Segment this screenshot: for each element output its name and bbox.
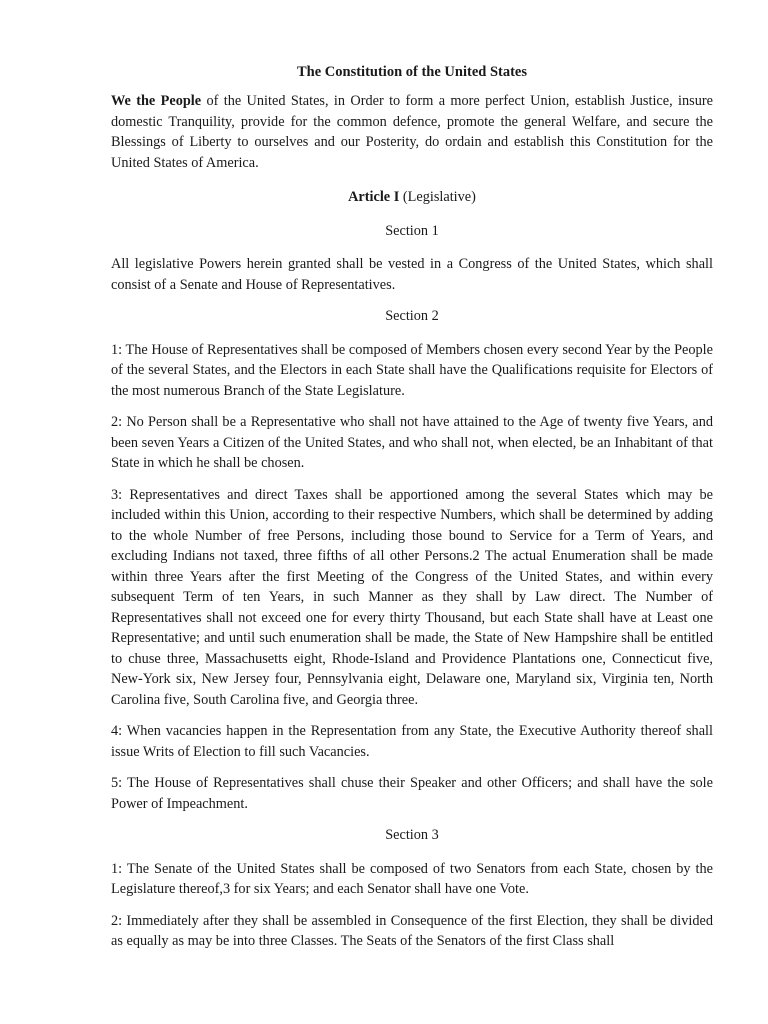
section-1-heading: Section 1 <box>385 222 439 239</box>
section-3-clause-2: 2: Immediately after they shall be assembled in Consequence of the first Election, they shall be divided as equally as may be into three Classes. The Seats of the Senators of the first Class shall <box>111 912 713 949</box>
document-title: The Constitution of the United States <box>297 64 527 80</box>
preamble-paragraph <box>111 91 713 173</box>
preamble-lead: We the People <box>111 93 202 109</box>
section-2-clause-3: 3: Representatives and direct Taxes shall be apportioned among the several States which may be included within this Union, according to their respective Numbers, which shall be determined by adding to the whole Number of free Persons, including those bound to Service for a Term of Years, and excluding Indians not taxed, three fifths of all other Persons.2 The actual Enumeration shall be made within three Years after the first Meeting of the Congress of the United States, and within every subsequent Term of ten Years, in such Manner as they shall by Law direct. The Number of Representatives shall not exceed one for every thirty Thousand, but each State shall have at Least one Representative; and until such enumeration shall be made, the State of New Hampshire shall be entitled to chuse three, Massachusetts eight, Rhode-Island and Providence Plantations one, Connecticut five, New-York six, New Jersey four, Pennsylvania eight, Delaware one, Maryland six, Virginia ten, North Carolina five, South Carolina five, and Georgia three. <box>111 486 713 708</box>
section-1-paragraph: All legislative Powers herein granted shall be vested in a Congress of the United States, which shall consist of a Senate and House of Representatives. <box>111 256 713 293</box>
section-2-heading: Section 2 <box>385 308 439 324</box>
section-2-clause-2: 2: No Person shall be a Representative who shall not have attained to the Age of twenty five Years, and been seven Years a Citizen of the United States, and who shall not, when elected, be an Inhabitant of that State in which he shall be chosen. <box>111 414 713 471</box>
section-3-clause-1: 1: The Senate of the United States shall be composed of two Senators from each State, chosen by the Legislature thereof,3 for six Years; and each Senator shall have one Vote. <box>111 860 713 897</box>
article-label: Article I <box>348 189 400 205</box>
article-heading <box>111 187 713 208</box>
preamble-text: of the United States, in Order to form a more perfect Union, establish Justice, insure domestic Tranquility, provide for the common defence, promote the general Welfare, and secure the Blessings of Liberty to ourselves and our Posterity, do ordain and establish this Constitution for the United States of America. <box>111 93 713 171</box>
section-2-clause-5: 5: The House of Representatives shall chuse their Speaker and other Officers; and shall have the sole Power of Impeachment. <box>111 775 713 812</box>
article-subtitle: (Legislative) <box>399 189 476 205</box>
document-page <box>111 62 713 963</box>
section-2-clause-4: 4: When vacancies happen in the Representation from any State, the Executive Authority thereof shall issue Writs of Election to fill such Vacancies. <box>111 723 713 760</box>
section-2-clause-1: 1: The House of Representatives shall be composed of Members chosen every second Year by the People of the several States, and the Electors in each State shall have the Qualifications requisite for Electors of the most numerous Branch of the State Legislature. <box>111 341 713 399</box>
section-3-heading: Section 3 <box>385 827 439 843</box>
